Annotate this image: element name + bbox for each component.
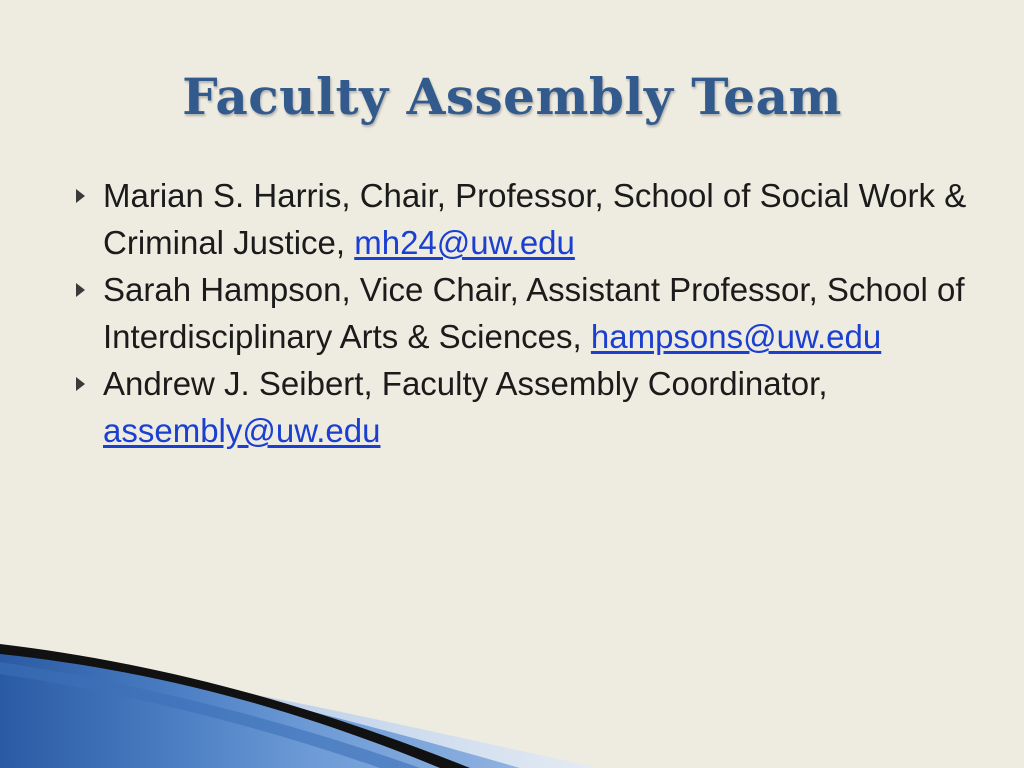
email-link-coordinator[interactable]: assembly@uw.edu (103, 412, 381, 449)
bullet-item-vice-chair (72, 266, 972, 360)
swoosh-blue-band (0, 650, 520, 768)
bullet-text: Sarah Hampson, Vice Chair, Assistant Professor, School of Interdisciplinary Arts & Sciences, (103, 271, 965, 355)
bullet-list (72, 172, 972, 454)
triangle-right-icon (76, 283, 85, 297)
bullet-item-chair (72, 172, 972, 266)
bullet-item-coordinator (72, 360, 972, 454)
slide-title: Faculty Assembly Team (182, 67, 842, 126)
bullet-text: Marian S. Harris, Chair, Professor, School of Social Work & Criminal Justice, (103, 177, 967, 261)
email-link-chair[interactable]: mh24@uw.edu (354, 224, 575, 261)
decorative-swoosh (0, 640, 1024, 768)
email-link-vice-chair[interactable]: hampsons@uw.edu (590, 318, 882, 355)
triangle-right-icon (76, 377, 85, 391)
triangle-right-icon (76, 189, 85, 203)
bullet-text: Andrew J. Seibert, Faculty Assembly Coordinator, (103, 365, 828, 402)
